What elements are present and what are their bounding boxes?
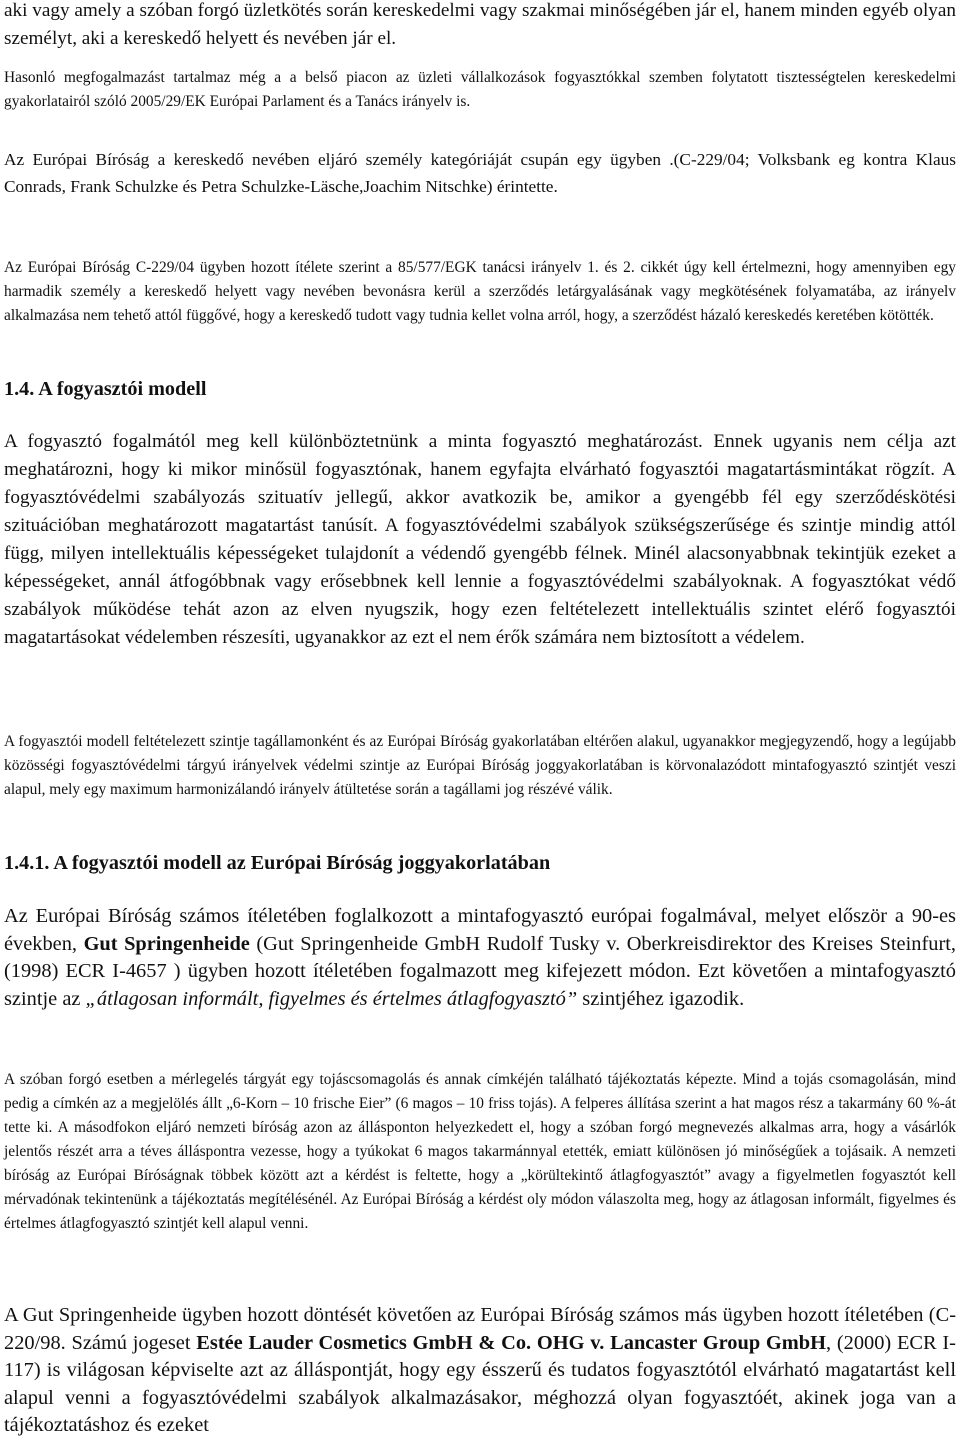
paragraph-estee-lauder [4, 1302, 956, 1440]
text-part: szintjéhez igazodik. [577, 987, 745, 1010]
case-name-bold: Estée Lauder Cosmetics GmbH & Co. OHG v. Lancaster Group GmbH [196, 1331, 826, 1354]
case-name-bold: Gut Springenheide [83, 932, 250, 955]
paragraph-directive-reference: Hasonló megfogalmazást tartalmaz még a a belső piacon az üzleti vállalkozások fogyasztókkal szemben folytatott tisztességtelen kereskedelmi gyakorlatairól szóló 2005/29/EK Európai Parlament és a Tanács irányelv is. [4, 69, 956, 110]
paragraph-consumer-model: A fogyasztó fogalmától meg kell különböztetnünk a minta fogyasztó meghatározást. Ennek ugyanis nem célja azt meghatározni, hogy ki mikor minősül fogyasztónak, hanem egyfajta elvárható fogyasztói magatartásmintákat rögzít. A fogyasztóvédelmi szabályozás szituatív jellegű, akkor avatkozik be, amikor a gyengébb fél egy szerződéskötési szituációban meghatározott magatartást tanúsít. A fogyasztóvédelmi szabályok szükségszerűsége és szintje mindig attól függ, milyen intellektuális képességeket tulajdonít a védendő gyengébb félnek. Minél alacsonyabbnak tekintjük ezeket a képességeket, annál átfogóbbnak vagy erősebbnek kell lennie a fogyasztóvédelmi szabályoknak. A fogyasztókat védő szabályok működése tehát azon az elven nyugszik, hogy ezen feltételezett intellektuális szintet elérő fogyasztói magatartásokat védelemben részesíti, ugyanakkor az ezt el nem érők számára nem biztosított a védelem. [4, 431, 956, 648]
text-part: A Gut Springenheide ügyben hozott döntését követően az Európai Bíróság számos más ügyben hozott ítéletében (C-220/98. Számú jogeset [4, 1304, 956, 1354]
text-part: Az Európai Bíróság számos ítéletében foglalkozott a mintafogyasztó európai fogalmával, melyet először a 90-es években, [4, 905, 956, 955]
section-heading-court-practice: 1.4.1. A fogyasztói modell az Európai Bíróság joggyakorlatában [4, 852, 551, 874]
paragraph-consumer-definition: aki vagy amely a szóban forgó üzletkötés során kereskedelmi vagy szakmai minőségében jár el, hanem minden egyéb olyan személyt, aki a kereskedő helyett és nevében jár el. [4, 0, 956, 49]
paragraph-model-level: A fogyasztói modell feltételezett szintje tagállamonként és az Európai Bíróság gyakorlatában eltérően alakul, ugyanakkor megjegyzendő, hogy a legújabb közösségi fogyasztóvédelmi tárgyú irányelvek védelmi szintje az Európai Bíróság joggyakorlatában is körvonalazódott mintafogyasztó szintjét veszi alapul, mely egy maximum harmonizálandó irányelv átültetése során a tagállami jog részévé válik. [4, 733, 956, 798]
paragraph-court-case: Az Európai Bíróság a kereskedő nevében eljáró személy kategóriáját csupán egy ügyben .(C-229/04; Volksbank eg kontra Klaus Conrads, Frank Schulzke és Petra Schulzke-Läsche,Joachim Nitschke) érintette. [4, 150, 956, 196]
paragraph-gut-springenheide [4, 903, 956, 1013]
quote-italic: „átlagosan informált, figyelmes és értelmes átlagfogyasztó” [85, 987, 578, 1010]
text-part: , (2000) ECR I-117) is világosan képviselte azt az álláspontját, hogy egy ésszerű és tudatos fogyasztótól elvárható magatartást kell alapul venni a fogyasztóvédelmi szabályok alkalmazásakor, méghozzá olyan fogyasztóét, akinek joga van a tájékoztatáshoz és ezeket [4, 1331, 956, 1437]
section-heading-consumer-model: 1.4. A fogyasztói modell [4, 378, 207, 400]
paragraph-court-ruling: Az Európai Bíróság C-229/04 ügyben hozott ítélete szerint a 85/577/EGK tanácsi irányelv 1. és 2. cikkét úgy kell értelmezni, hogy amennyiben egy harmadik személy a kereskedő helyett vagy nevében bevonásra kerül a szerződés letárgyalásának vagy megkötésének folyamatába, az irányelv alkalmazása nem tehető attól függővé, hogy a kereskedő tudott vagy tudnia kellet volna arról, hogy, a szerződést házaló kereskedés keretében kötötték. [4, 259, 956, 324]
text-part: (Gut Springenheide GmbH Rudolf Tusky v. Oberkreisdirektor des Kreises Steinfurt, (1998) ECR I-4657 ) ügyben hozott ítéletében fogalmazott meg kifejezett módon. Ezt követően a mintafogyasztó szintje az [4, 932, 956, 1010]
paragraph-egg-case: A szóban forgó esetben a mérlegelés tárgyát egy tojáscsomagolás és annak címkéjén található tájékoztatás képezte. Mind a tojás csomagolásán, mind pedig a címkén az a megjelölés állt „6-Korn – 10 frische Eier” (6 magos – 10 friss tojás). A felperes állítása szerint a hat magos rész a takarmány 60 %-át tette ki. A másodfokon eljáró nemzeti bíróság azon az állásponton helyezkedett el, hogy a szóban forgó megnevezés alkalmas arra, hogy a vásárlók jelentős részét arra a téves álláspontra vezesse, hogy a tyúkokat 6 magos takarmánnyal etették, emiatt különösen jó minőségűek a tojásaik. A nemzeti bíróság az Európai Bíróságnak többek között azt a kérdést is feltette, hogy a „körültekintő átlagfogyasztót” avagy a figyelmetlen fogyasztót kell mérvadónak tekintenünk a tájékoztatás megítélésénél. Az Európai Bíróság a kérdést oly módon válaszolta meg, hogy az átlagosan informált, figyelmes és értelmes átlagfogyasztó szintjét kell alapul venni. [4, 1071, 956, 1232]
